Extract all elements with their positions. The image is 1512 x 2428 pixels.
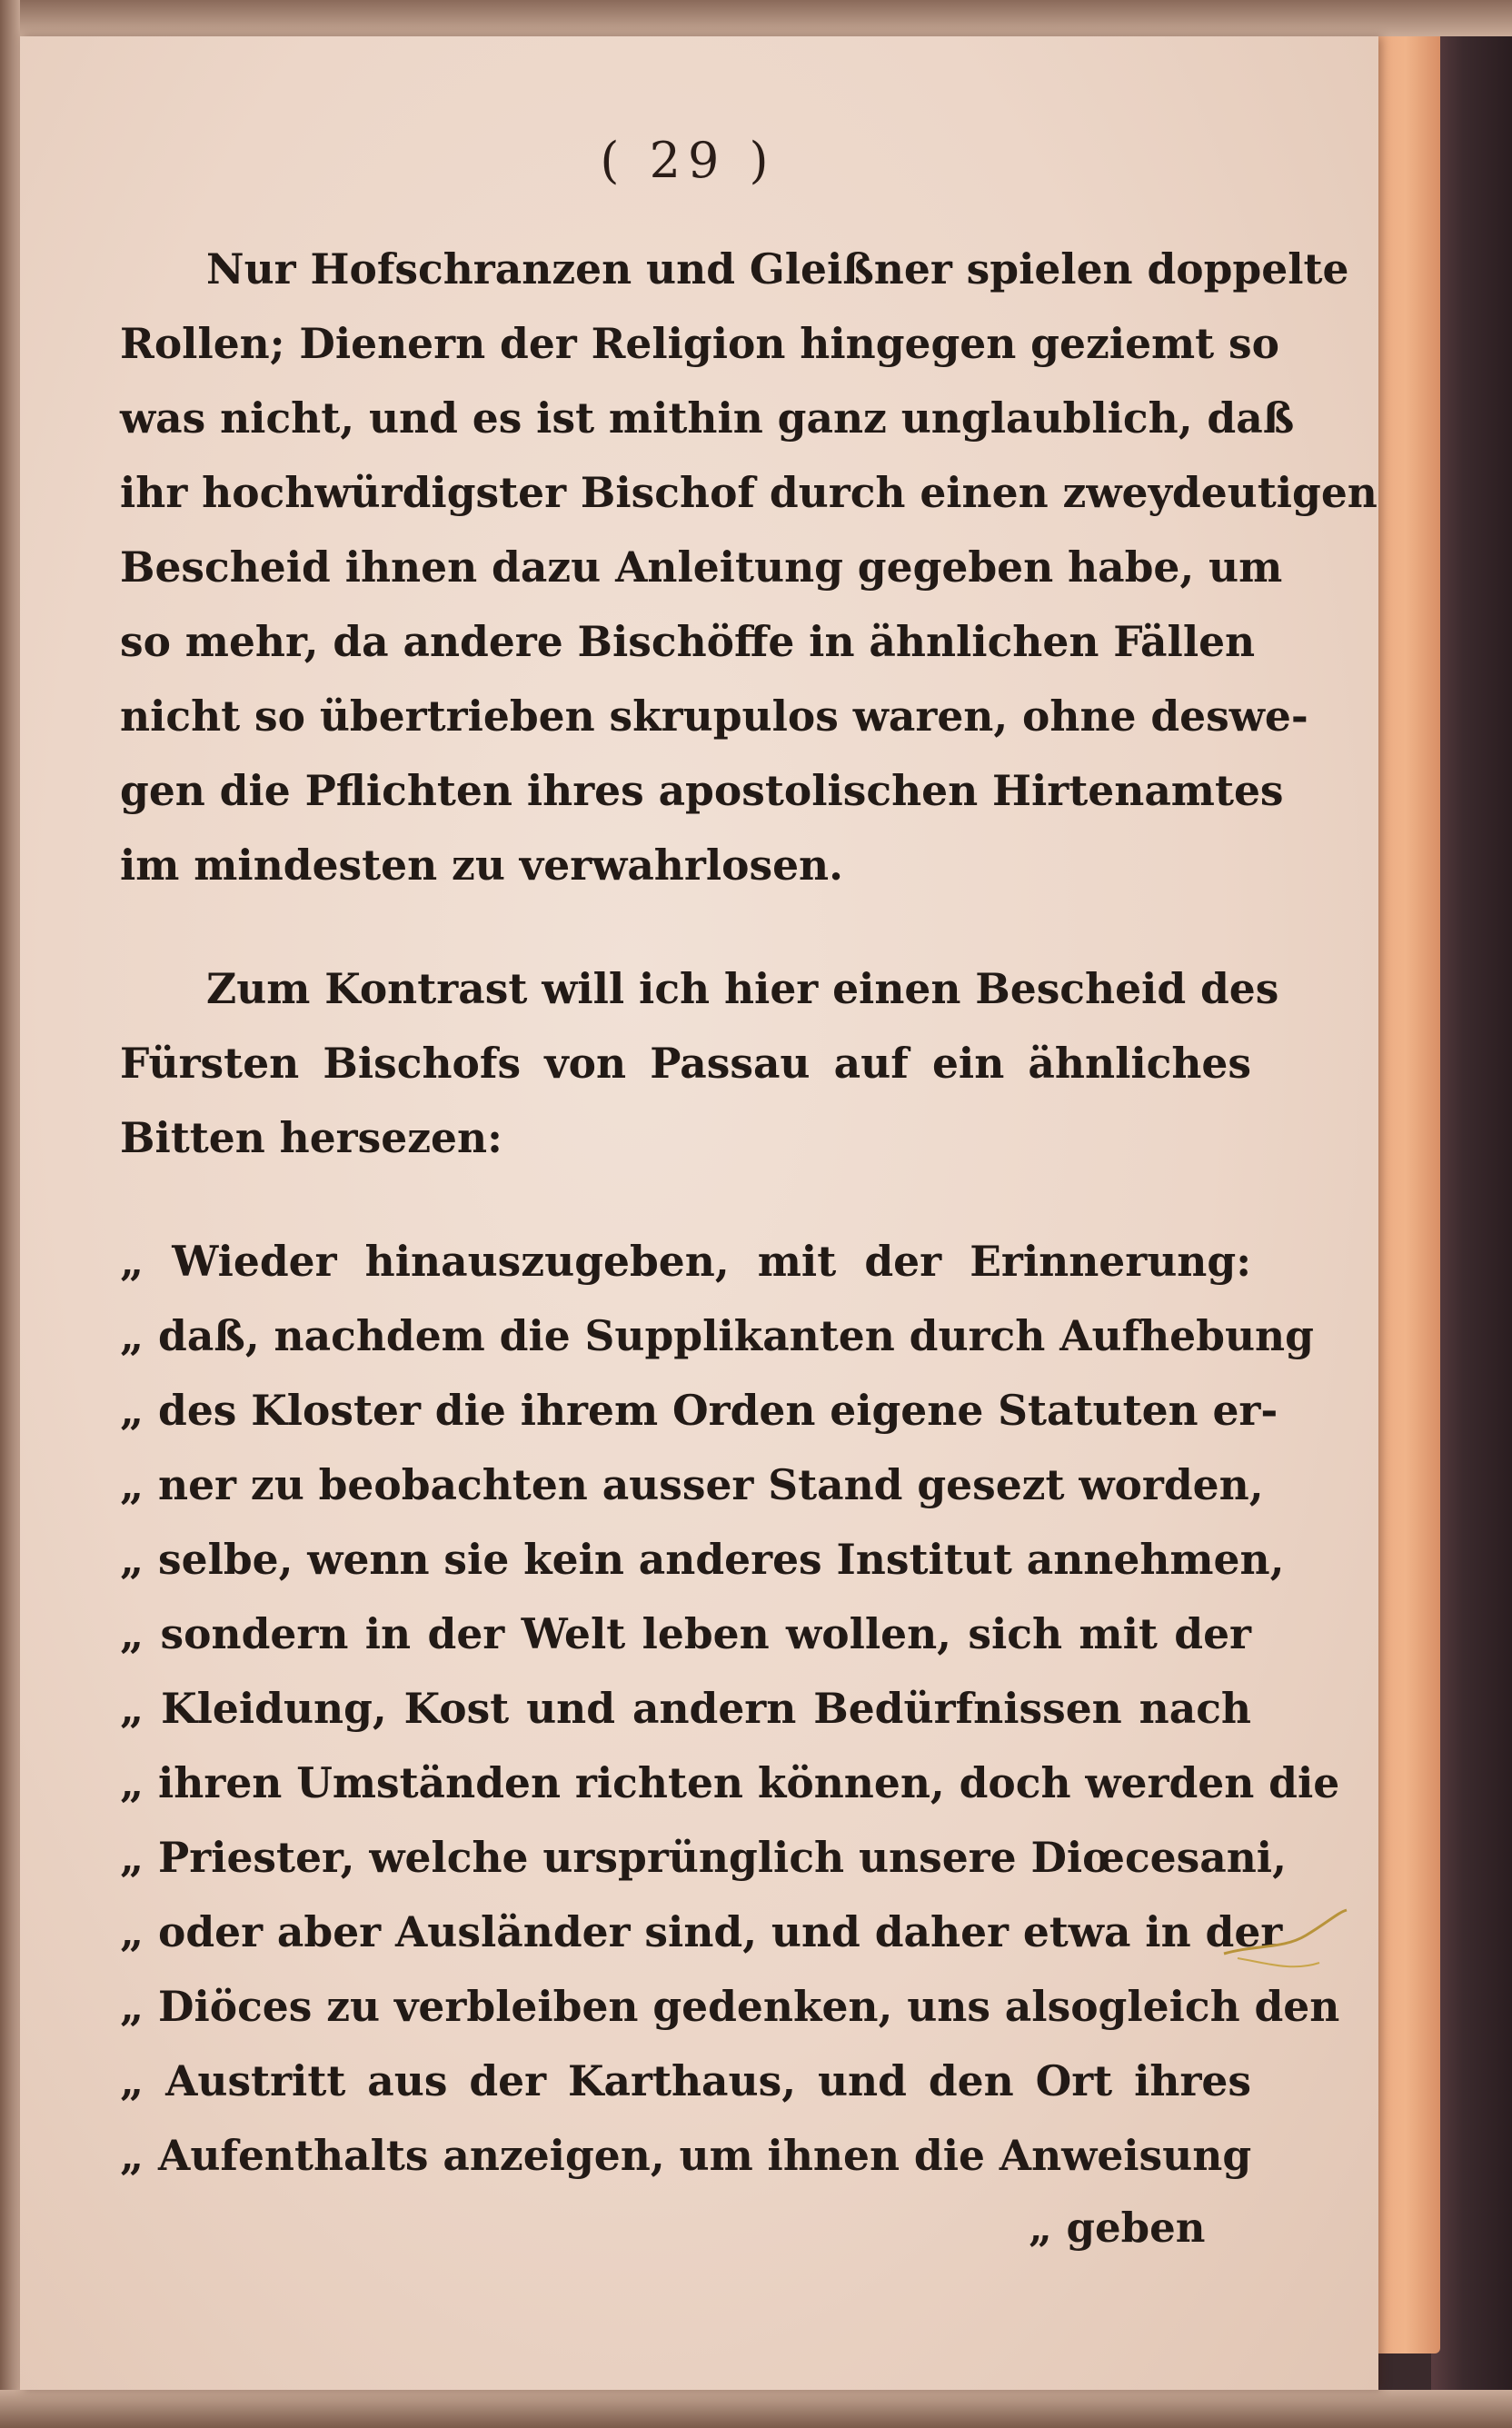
- text-line: Bitten hersezen:: [120, 1113, 502, 1162]
- text-line: gen die Pflichten ihres apostolischen Hirtenamtes: [120, 766, 1284, 815]
- text-line: ihr hochwürdigster Bischof durch einen zweydeutigen: [120, 468, 1378, 517]
- text-line: „ Priester, welche ursprünglich unsere Diœcesani,: [120, 1833, 1287, 1882]
- scan-bottom-margin: [0, 2390, 1512, 2428]
- text-line: im mindesten zu verwahrlosen.: [120, 841, 843, 890]
- text-line: so mehr, da andere Bischöffe in ähnlichen Fällen: [120, 617, 1256, 666]
- text-line: „ Austritt aus der Karthaus, und den Ort ihres: [120, 2056, 1251, 2105]
- text-line: „ Aufenthalts anzeigen, um ihnen die Anweisung: [120, 2131, 1252, 2180]
- book-page: [20, 36, 1378, 2390]
- text-line: „ Wieder hinauszugeben, mit der Erinnerung:: [120, 1237, 1251, 1286]
- text-line: Nur Hofschranzen und Gleißner spielen doppelte: [206, 244, 1349, 294]
- catchword: „ geben: [1029, 2204, 1206, 2252]
- text-line: „ des Kloster die ihrem Orden eigene Statuten er-: [120, 1386, 1278, 1435]
- text-line: „ selbe, wenn sie kein anderes Institut annehmen,: [120, 1535, 1285, 1584]
- book-cover-edge: [1431, 0, 1512, 2428]
- paragraph-2: [120, 951, 1279, 1175]
- text-line: was nicht, und es ist mithin ganz unglaublich, daß: [120, 393, 1295, 443]
- text-line: Bescheid ihnen dazu Anleitung gegeben habe, um: [120, 542, 1283, 592]
- text-line: „ ihren Umständen richten können, doch werden die: [120, 1758, 1340, 1807]
- text-line: „ Diöces zu verbleiben gedenken, uns alsogleich den: [120, 1982, 1340, 2031]
- text-line: Fürsten Bischofs von Passau auf ein ähnliches: [120, 1039, 1251, 1088]
- page-number: ( 29 ): [600, 132, 776, 189]
- text-line: „ daß, nachdem die Supplikanten durch Aufhebung: [120, 1311, 1314, 1360]
- text-line: „ Kleidung, Kost und andern Bedürfnissen nach: [120, 1684, 1251, 1733]
- quoted-decree: [120, 1224, 1340, 2193]
- text-line: Zum Kontrast will ich hier einen Bescheid des: [206, 964, 1279, 1013]
- text-line: „ sondern in der Welt leben wollen, sich mit der: [120, 1609, 1251, 1658]
- scan-top-margin: [0, 0, 1512, 36]
- paragraph-1: [120, 232, 1378, 902]
- text-line: Rollen; Dienern der Religion hingegen geziemt so: [120, 319, 1279, 368]
- text-line: „ oder aber Ausländer sind, und daher etwa in der: [120, 1907, 1283, 1956]
- scan-left-margin: [0, 0, 20, 2428]
- page-body: [120, 232, 1378, 2193]
- text-line: „ ner zu beobachten ausser Stand gesezt worden,: [120, 1460, 1264, 1509]
- text-line: nicht so übertrieben skrupulos waren, ohne deswe-: [120, 692, 1308, 741]
- stray-thread-icon: [1219, 1908, 1356, 1990]
